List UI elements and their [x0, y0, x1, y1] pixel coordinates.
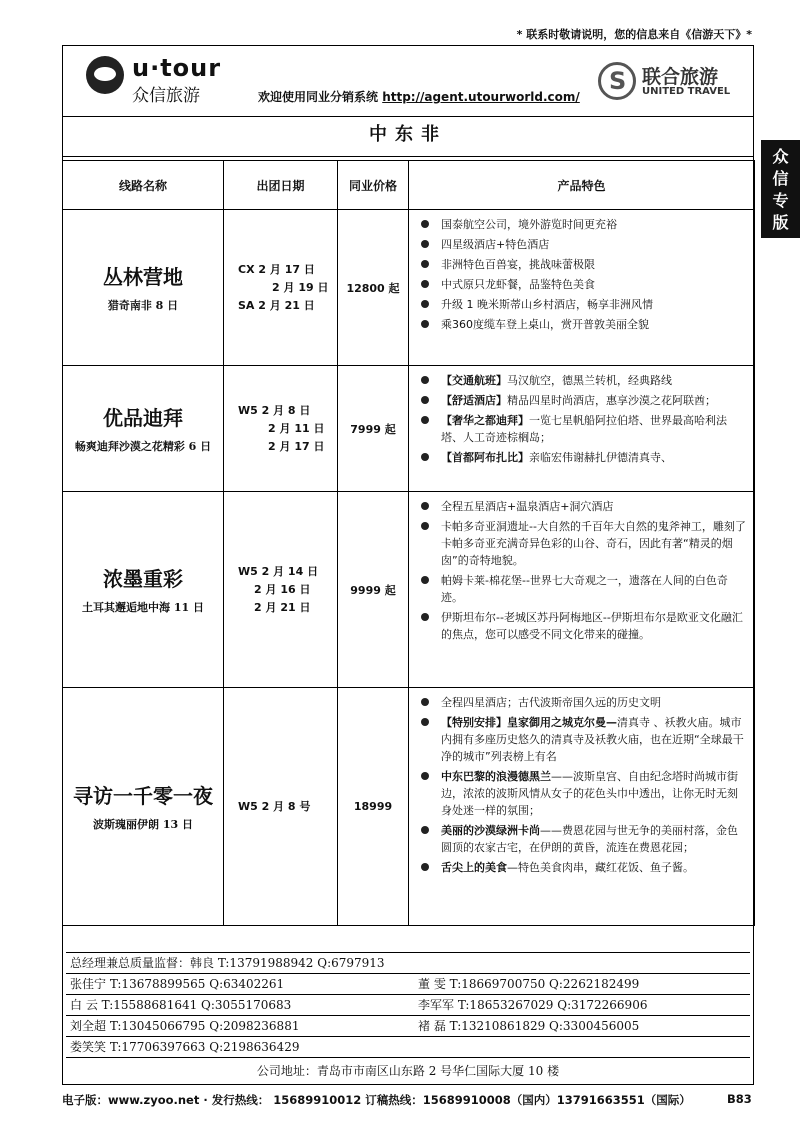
col-header-name: 线路名称	[63, 161, 224, 210]
feature-item: 帕姆卡莱-棉花堡--世界七大奇观之一，遗落在人间的白色奇迹。	[415, 572, 746, 606]
side-tab-char: 版	[772, 213, 789, 232]
feature-highlight: 舌尖上的美食	[441, 861, 507, 874]
feature-item	[415, 449, 746, 466]
utour-logo	[86, 54, 226, 104]
region-title: 中东非	[62, 117, 754, 157]
date-line: CX 2 月 17 日	[238, 262, 315, 276]
side-tab-char: 专	[772, 191, 789, 210]
contact-row	[66, 974, 750, 995]
departure-dates	[224, 366, 338, 492]
feature-item	[415, 372, 746, 389]
route-name-cell	[63, 492, 224, 688]
utour-logo-icon	[86, 56, 124, 94]
date-line: 2 月 11 日	[268, 421, 325, 435]
feature-highlight: 【舒适酒店】	[441, 394, 507, 407]
side-tab	[761, 140, 800, 238]
feature-highlight: 美丽的沙漠绿洲卡尚	[441, 824, 540, 837]
features-cell	[409, 210, 755, 366]
feature-item	[415, 768, 746, 819]
route-name: 寻访一千零一夜	[73, 784, 213, 808]
contact-list	[66, 952, 750, 1058]
date-line: 2 月 17 日	[268, 439, 325, 453]
table-row	[63, 210, 755, 366]
route-name-cell	[63, 688, 224, 926]
welcome-text	[258, 88, 580, 105]
contact-row	[66, 1016, 750, 1037]
feature-item	[415, 822, 746, 856]
departure-dates	[224, 688, 338, 926]
col-header-price: 同业价格	[338, 161, 409, 210]
contact-entry: 董 雯 T:18669700750 Q:2262182499	[418, 977, 640, 991]
feature-highlight: 中东巴黎的浪漫德黑兰	[441, 770, 551, 783]
supervisor-text: 总经理兼总质量监督：韩良 T:13791988942 Q:6797913	[70, 956, 385, 970]
feature-item: 乘360度缆车登上桌山，赏开普敦美丽全貌	[415, 316, 746, 333]
contact-row	[66, 1037, 750, 1058]
feature-item	[415, 412, 746, 446]
trade-price: 12800 起	[338, 210, 409, 366]
contact-entry: 张佳宁 T:13678899565 Q:63402261	[70, 977, 285, 991]
footer-hotline: 电子版：www.zyoo.net · 发行热线： 15689910012 订稿热线：15689910008（国内）13791663551（国际）	[62, 1093, 691, 1107]
col-header-dates: 出团日期	[224, 161, 338, 210]
table-row	[63, 688, 755, 926]
feature-highlight: 【特别安排】皇家御用之城克尔曼—	[441, 716, 617, 729]
date-line: 2 月 16 日	[254, 582, 311, 596]
route-name: 浓墨重彩	[103, 567, 183, 591]
side-tab-char: 众	[772, 147, 789, 166]
united-travel-logo-icon	[598, 62, 636, 100]
features-cell	[409, 366, 755, 492]
contact-supervisor	[66, 952, 750, 974]
table-row	[63, 492, 755, 688]
feature-item: 非洲特色百兽宴，挑战味蕾极限	[415, 256, 746, 273]
feature-item: 伊斯坦布尔--老城区苏丹阿梅地区--伊斯坦布尔是欧亚文化融汇的焦点，您可以感受不同文化带来的碰撞。	[415, 609, 746, 643]
feature-item: 国泰航空公司，境外游览时间更充裕	[415, 216, 746, 233]
contact-row	[66, 995, 750, 1016]
feature-text: ——费恩花园与世无争的美丽村落，金色圆顶的农家古宅，在伊朗的黄昏，流连在费恩花园；	[441, 824, 738, 854]
feature-item	[415, 859, 746, 876]
utour-logo-cn: 众信旅游	[132, 86, 200, 106]
table-row	[63, 366, 755, 492]
feature-item: 四星级酒店+特色酒店	[415, 236, 746, 253]
agent-url-link[interactable]: http://agent.utourworld.com/	[382, 90, 580, 104]
trade-price: 7999 起	[338, 366, 409, 492]
route-name-cell	[63, 366, 224, 492]
feature-text: 清真寺 、袄教火庙。城市内拥有多座历史悠久的清真寺及袄教火庙，也在近期“全球最干净的城市”列表榜上有名	[441, 716, 744, 763]
united-travel-logo	[598, 62, 748, 108]
feature-highlight: 【首都阿布扎比】	[441, 451, 529, 464]
table-header-row	[63, 161, 755, 210]
united-travel-logo-en: UNITED TRAVEL	[642, 86, 731, 97]
route-subtitle: 畅爽迪拜沙漠之花精彩 6 日	[74, 440, 212, 453]
united-travel-logo-cn: 联合旅游	[642, 66, 719, 88]
feature-item: 中式原只龙虾餐，品鉴特色美食	[415, 276, 746, 293]
feature-text: 马汉航空，德黑兰转机，经典路线	[507, 374, 672, 387]
feature-highlight: 【奢华之都迪拜】	[441, 414, 529, 427]
contact-entry: 刘全超 T:13045066795 Q:2098236881	[70, 1019, 300, 1033]
feature-item: 全程四星酒店；古代波斯帝国久远的历史文明	[415, 694, 746, 711]
route-table	[62, 160, 755, 926]
feature-text: 一览七星帆船阿拉伯塔、世界最高哈利法塔、人工奇迹棕榈岛；	[441, 414, 727, 444]
date-line: 2 月 19 日	[272, 280, 329, 294]
trade-price: 9999 起	[338, 492, 409, 688]
page-number: B83	[727, 1092, 752, 1106]
feature-item	[415, 714, 746, 765]
feature-text: 亲临宏伟谢赫扎伊德清真寺、	[529, 451, 672, 464]
date-line: SA 2 月 21 日	[238, 298, 315, 312]
date-line: W5 2 月 8 号	[238, 799, 311, 813]
route-subtitle: 土耳其邂逅地中海 11 日	[82, 601, 204, 614]
contact-entry: 白 云 T:15588681641 Q:3055170683	[70, 998, 292, 1012]
trade-price: 18999	[338, 688, 409, 926]
feature-item: 卡帕多奇亚洞遗址--大自然的千百年大自然的鬼斧神工，雕刻了卡帕多奇亚充满奇异色彩的山谷、奇石，因此有著“精灵的烟囱”的奇特地貌。	[415, 518, 746, 569]
route-subtitle: 猎奇南非 8 日	[107, 299, 179, 312]
feature-highlight: 【交通航班】	[441, 374, 507, 387]
departure-dates	[224, 492, 338, 688]
date-line: W5 2 月 14 日	[238, 564, 319, 578]
features-cell	[409, 688, 755, 926]
company-address: 公司地址：青岛市市南区山东路 2 号华仁国际大厦 10 楼	[256, 1064, 560, 1078]
source-notice: * 联系时敬请说明，您的信息来自《信游天下》*	[516, 28, 752, 41]
feature-item	[415, 392, 746, 409]
date-line: 2 月 21 日	[254, 600, 311, 614]
features-cell	[409, 492, 755, 688]
welcome-label: 欢迎使用同业分销系统	[258, 90, 379, 104]
feature-text: 精品四星时尚酒店，惠享沙漠之花阿联酋；	[507, 394, 716, 407]
col-header-features: 产品特色	[409, 161, 755, 210]
route-name: 优品迪拜	[103, 406, 183, 430]
feature-text: —特色美食肉串，藏红花饭、鱼子酱。	[507, 861, 694, 874]
departure-dates	[224, 210, 338, 366]
feature-item: 升级 1 晚米斯蒂山乡村酒店，畅享非洲风情	[415, 296, 746, 313]
contact-entry: 娄笑笑 T:17706397663 Q:2198636429	[70, 1040, 300, 1054]
route-subtitle: 波斯瑰丽伊朗 13 日	[93, 818, 193, 831]
feature-text: ——波斯皇宫、自由纪念塔时尚城市街边，浓浓的波斯风情从女子的花色头巾中透出，让你无时无刻身处迷一样的氛围；	[441, 770, 738, 817]
utour-logo-en: u·tour	[132, 54, 222, 82]
contact-entry: 褚 磊 T:13210861829 Q:3300456005	[418, 1019, 640, 1033]
feature-item: 全程五星酒店+温泉酒店+洞穴酒店	[415, 498, 746, 515]
side-tab-char: 信	[772, 169, 789, 188]
route-name-cell	[63, 210, 224, 366]
route-name: 丛林营地	[103, 265, 183, 289]
date-line: W5 2 月 8 日	[238, 403, 311, 417]
contact-entry: 李军军 T:18653267029 Q:3172266906	[418, 998, 648, 1012]
